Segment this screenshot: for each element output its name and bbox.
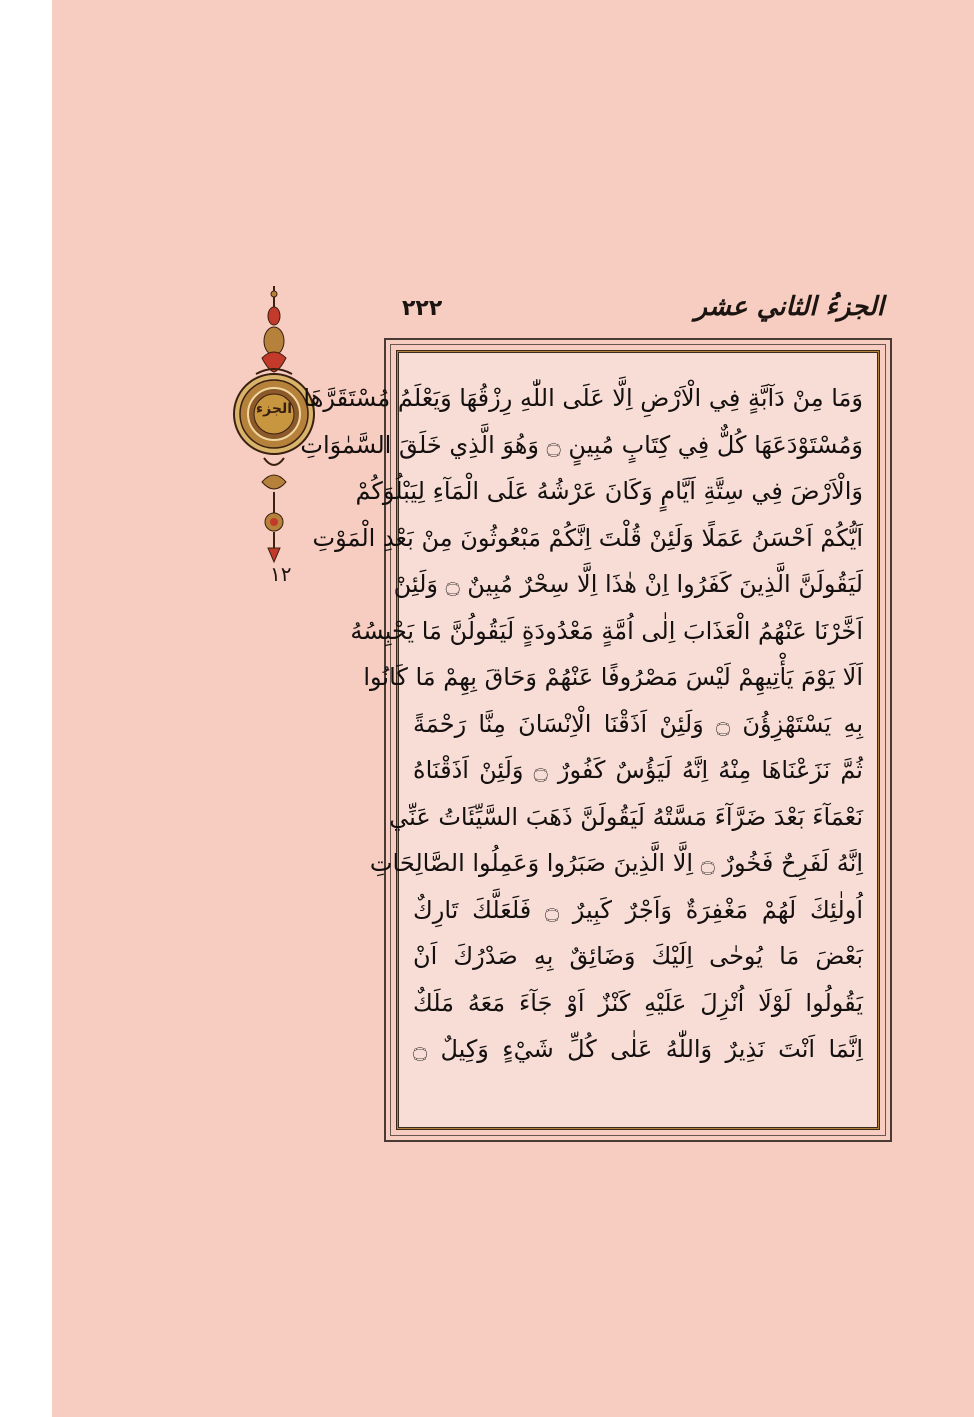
- quran-text: [300, 375, 863, 1073]
- text-line-10: نَعْمَآءَ بَعْدَ ضَرَّآءَ مَسَّتْهُ لَيَقُولَنَّ ذَهَبَ السَّيِّئَاتُ عَنِّي: [389, 802, 863, 831]
- text-line-3: وَالْاَرْضَ فِي سِتَّةِ اَيَّامٍ وَكَانَ عَرْشُهُ عَلَى الْمَآءِ لِيَبْلُوَكُمْ: [355, 477, 863, 505]
- text-line-15: اِنَّمَا اَنْتَ نَذِيرٌ وَاللّٰهُ عَلٰى كُلِّ شَيْءٍ وَكِيلٌ ۝: [413, 1035, 863, 1063]
- page-header: [388, 292, 884, 336]
- text-line-11: اِنَّهُ لَفَرِحٌ فَخُورٌ ۝ اِلَّا الَّذِينَ صَبَرُوا وَعَمِلُوا الصَّالِحَاتِ: [369, 849, 863, 877]
- text-line-12: اُولٰئِكَ لَهُمْ مَغْفِرَةٌ وَاَجْرٌ كَبِيرٌ ۝ فَلَعَلَّكَ تَارِكٌ: [413, 895, 863, 924]
- text-line-2: وَمُسْتَوْدَعَهَا كُلٌّ فِي كِتَابٍ مُبِينٍ ۝ وَهُوَ الَّذِي خَلَقَ السَّمٰوَاتِ: [300, 430, 863, 459]
- juz-title: الجزءُ الثاني عشر: [694, 292, 884, 322]
- text-line-8: بِهِ يَسْتَهْزِؤُنَ ۝ وَلَئِنْ اَذَقْنَا الْاِنْسَانَ مِنَّا رَحْمَةً: [413, 709, 863, 738]
- text-line-1: وَمَا مِنْ دَآبَّةٍ فِي الْاَرْضِ اِلَّا عَلَى اللّٰهِ رِزْقُهَا وَيَعْلَمُ مُسْتَقَرَّهَا: [303, 384, 863, 412]
- text-panel: [300, 352, 878, 1128]
- text-line-9: ثُمَّ نَزَعْنَاهَا مِنْهُ اِنَّهُ لَيَؤُسٌ كَفُورٌ ۝ وَلَئِنْ اَذَقْنَاهُ: [413, 756, 863, 784]
- text-line-13: بَعْضَ مَا يُوحٰى اِلَيْكَ وَضَائِقٌ بِهِ صَدْرُكَ اَنْ: [413, 942, 863, 970]
- text-line-5: لَيَقُولَنَّ الَّذِينَ كَفَرُوا اِنْ هٰذَا اِلَّا سِحْرٌ مُبِينٌ ۝ وَلَئِنْ: [393, 570, 863, 598]
- text-line-7: اَلَا يَوْمَ يَأْتِيهِمْ لَيْسَ مَصْرُوفًا عَنْهُمْ وَحَاقَ بِهِمْ مَا كَانُوا: [363, 663, 863, 691]
- text-line-4: اَيُّكُمْ اَحْسَنُ عَمَلًا وَلَئِنْ قُلْتَ اِنَّكُمْ مَبْعُوثُونَ مِنْ بَعْدِ الْمَوْتِ: [312, 523, 863, 552]
- manuscript-page: [52, 0, 974, 1417]
- margin-number: ١٢: [270, 562, 292, 586]
- medallion-text: الجزء: [255, 401, 292, 417]
- text-frame: [300, 338, 892, 1142]
- text-line-14: يَقُولُوا لَوْلَا اُنْزِلَ عَلَيْهِ كَنْزٌ اَوْ جَآءَ مَعَهُ مَلَكٌ: [413, 988, 863, 1017]
- page-number: ٢٢٢: [402, 296, 443, 321]
- text-line-6: اَخَّرْنَا عَنْهُمُ الْعَذَابَ اِلٰى اُمَّةٍ مَعْدُودَةٍ لَيَقُولُنَّ مَا يَحْبِسُهُ: [350, 616, 863, 645]
